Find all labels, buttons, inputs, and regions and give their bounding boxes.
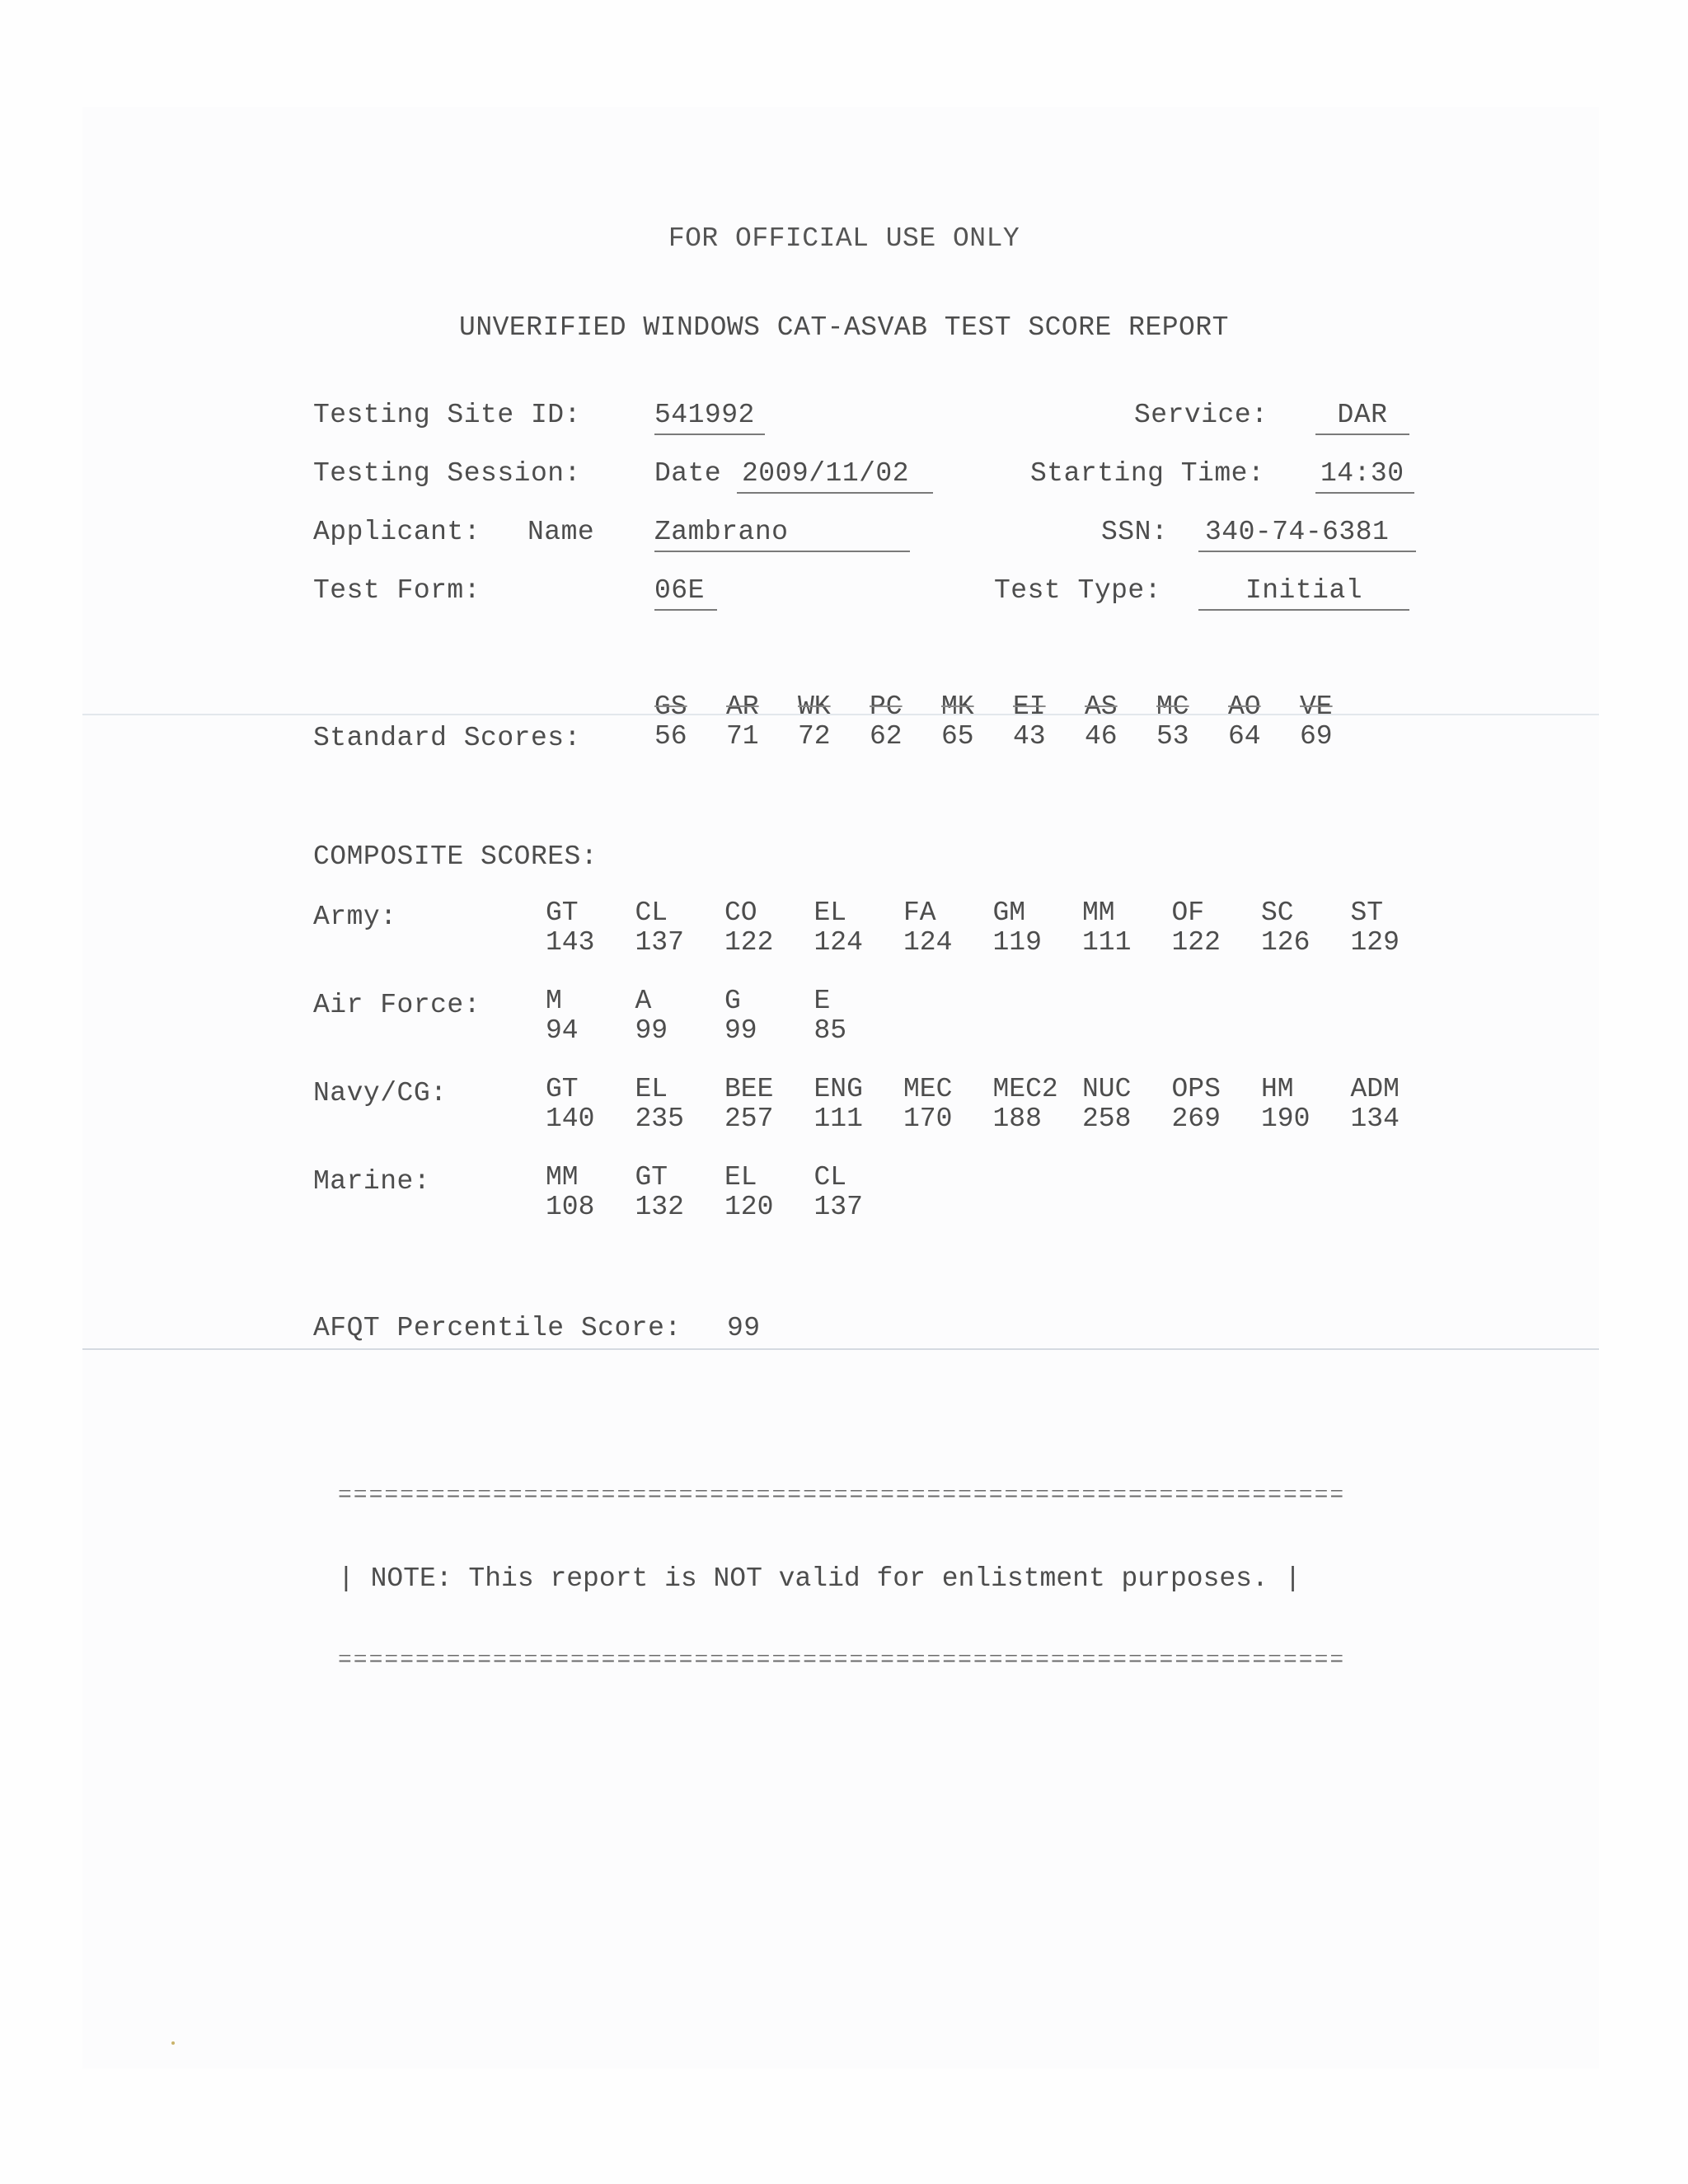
score-column xyxy=(724,1163,773,1222)
score-code: SC xyxy=(1261,898,1294,928)
score-column xyxy=(1228,692,1261,752)
score-value: 143 xyxy=(546,927,595,958)
scan-fold-line xyxy=(82,1348,1599,1350)
score-value: 235 xyxy=(635,1104,684,1134)
composite-scores-label: COMPOSITE SCORES: xyxy=(313,841,598,872)
score-column xyxy=(1082,898,1131,958)
score-code: EI xyxy=(1013,691,1046,722)
date-label: Date xyxy=(654,458,722,489)
score-value: 62 xyxy=(870,721,903,752)
score-value: 65 xyxy=(941,721,974,752)
score-code: GM xyxy=(992,898,1026,928)
score-code: MK xyxy=(941,691,974,722)
date-value: 2009/11/02 xyxy=(737,457,933,494)
test-type-label: Test Type: xyxy=(994,575,1162,606)
score-value: 188 xyxy=(992,1104,1042,1134)
score-code: MM xyxy=(546,1162,579,1193)
score-value: 99 xyxy=(724,1015,757,1046)
score-column xyxy=(1261,1075,1310,1134)
score-column xyxy=(1082,1075,1131,1134)
score-column xyxy=(1172,1075,1221,1134)
score-code: MEC2 xyxy=(992,1074,1058,1104)
score-code: CL xyxy=(814,1162,847,1193)
service-value: DAR xyxy=(1315,399,1409,435)
classification-header: FOR OFFICIAL USE ONLY xyxy=(668,223,1020,254)
score-value: 120 xyxy=(724,1192,774,1222)
score-column xyxy=(1085,692,1118,752)
score-column xyxy=(814,898,863,958)
start-time-label: Starting Time: xyxy=(1030,458,1265,489)
score-code: EL xyxy=(724,1162,757,1193)
score-code: GT xyxy=(546,898,579,928)
score-value: 124 xyxy=(814,927,863,958)
score-column xyxy=(1013,692,1046,752)
score-value: 258 xyxy=(1082,1104,1132,1134)
score-code: GT xyxy=(546,1074,579,1104)
name-label: Name xyxy=(528,517,595,547)
score-value: 140 xyxy=(546,1104,595,1134)
score-value: 71 xyxy=(726,721,759,752)
score-code: MC xyxy=(1156,691,1189,722)
score-value: 137 xyxy=(635,927,684,958)
score-value: 94 xyxy=(546,1015,579,1046)
score-column xyxy=(903,1075,952,1134)
note-text: | NOTE: This report is NOT valid for enlistment purposes. | xyxy=(338,1563,1301,1594)
score-column xyxy=(635,1163,684,1222)
score-code: AR xyxy=(726,691,759,722)
site-id-label: Testing Site ID: xyxy=(313,400,581,430)
score-column xyxy=(1156,692,1189,752)
score-column xyxy=(546,1163,594,1222)
score-code: CO xyxy=(724,898,757,928)
score-value: 99 xyxy=(635,1015,668,1046)
score-column xyxy=(546,1075,594,1134)
session-label: Testing Session: xyxy=(313,458,581,489)
score-column xyxy=(1351,1075,1400,1134)
score-code: OPS xyxy=(1171,1074,1221,1104)
score-code: M xyxy=(546,986,562,1016)
score-value: 85 xyxy=(814,1015,847,1046)
score-code: OF xyxy=(1171,898,1205,928)
ssn-value: 340-74-6381 xyxy=(1198,516,1416,552)
scan-speck xyxy=(171,2041,175,2045)
score-value: 137 xyxy=(814,1192,863,1222)
score-code: NUC xyxy=(1082,1074,1132,1104)
score-value: 72 xyxy=(798,721,831,752)
score-column xyxy=(635,898,684,958)
score-code: MM xyxy=(1082,898,1115,928)
afqt-value: 99 xyxy=(727,1313,761,1343)
scan-fold-line xyxy=(82,714,1599,715)
test-form-value: 06E xyxy=(654,574,717,611)
score-column xyxy=(654,692,687,752)
score-value: 257 xyxy=(724,1104,774,1134)
score-value: 129 xyxy=(1350,927,1400,958)
name-value: Zambrano xyxy=(654,516,910,552)
score-value: 190 xyxy=(1261,1104,1311,1134)
score-column xyxy=(635,1075,684,1134)
navy-label: Navy/CG: xyxy=(313,1078,448,1108)
standard-scores-label: Standard Scores: xyxy=(313,723,581,753)
score-value: 122 xyxy=(724,927,774,958)
score-code: EL xyxy=(814,898,847,928)
test-type-value: Initial xyxy=(1198,574,1409,611)
score-code: A xyxy=(635,986,652,1016)
applicant-label: Applicant: xyxy=(313,517,481,547)
score-code: EL xyxy=(635,1074,668,1104)
score-column xyxy=(635,987,668,1046)
score-code: CL xyxy=(635,898,668,928)
score-value: 53 xyxy=(1156,721,1189,752)
score-value: 111 xyxy=(1082,927,1132,958)
afqt-label: AFQT Percentile Score: xyxy=(313,1313,682,1343)
score-value: 122 xyxy=(1171,927,1221,958)
air-force-label: Air Force: xyxy=(313,990,481,1020)
score-column xyxy=(1261,898,1310,958)
score-code: WK xyxy=(798,691,831,722)
score-value: 132 xyxy=(635,1192,684,1222)
score-code: PC xyxy=(870,691,903,722)
score-code: HM xyxy=(1261,1074,1294,1104)
note-border-top: ================================================================= xyxy=(338,1490,1346,1503)
score-column xyxy=(1172,898,1221,958)
score-column xyxy=(814,1163,863,1222)
marine-label: Marine: xyxy=(313,1166,431,1197)
score-column xyxy=(993,1075,1058,1134)
score-column xyxy=(993,898,1042,958)
score-code: ST xyxy=(1350,898,1384,928)
score-column xyxy=(814,987,847,1046)
score-code: GS xyxy=(654,691,687,722)
score-value: 111 xyxy=(814,1104,863,1134)
score-value: 170 xyxy=(903,1104,953,1134)
score-column xyxy=(903,898,952,958)
report-title: UNVERIFIED WINDOWS CAT-ASVAB TEST SCORE REPORT xyxy=(459,312,1229,343)
score-value: 126 xyxy=(1261,927,1311,958)
score-code: AO xyxy=(1228,691,1261,722)
score-code: MEC xyxy=(903,1074,953,1104)
score-value: 108 xyxy=(546,1192,595,1222)
score-value: 134 xyxy=(1350,1104,1400,1134)
score-value: 269 xyxy=(1171,1104,1221,1134)
score-code: GT xyxy=(635,1162,668,1193)
army-label: Army: xyxy=(313,902,397,932)
score-code: ADM xyxy=(1350,1074,1400,1104)
score-column xyxy=(546,898,594,958)
score-value: 119 xyxy=(992,927,1042,958)
score-value: 56 xyxy=(654,721,687,752)
score-column xyxy=(546,987,579,1046)
score-column xyxy=(814,1075,863,1134)
score-column xyxy=(941,692,974,752)
site-id-value: 541992 xyxy=(654,399,765,435)
test-form-label: Test Form: xyxy=(313,575,481,606)
score-code: ENG xyxy=(814,1074,863,1104)
score-code: BEE xyxy=(724,1074,774,1104)
score-column xyxy=(1351,898,1400,958)
score-code: AS xyxy=(1085,691,1118,722)
score-code: FA xyxy=(903,898,936,928)
score-value: 46 xyxy=(1085,721,1118,752)
score-column xyxy=(726,692,759,752)
service-label: Service: xyxy=(1134,400,1268,430)
score-value: 64 xyxy=(1228,721,1261,752)
score-column xyxy=(724,987,757,1046)
score-value: 69 xyxy=(1300,721,1333,752)
score-column xyxy=(724,898,773,958)
score-column xyxy=(724,1075,773,1134)
start-time-value: 14:30 xyxy=(1315,457,1414,494)
note-border-bottom: ================================================================= xyxy=(338,1655,1346,1668)
score-column xyxy=(1300,692,1333,752)
score-column xyxy=(798,692,831,752)
score-value: 43 xyxy=(1013,721,1046,752)
score-value: 124 xyxy=(903,927,953,958)
score-code: E xyxy=(814,986,831,1016)
note-box xyxy=(338,1434,1401,1724)
score-code: VE xyxy=(1300,691,1333,722)
ssn-label: SSN: xyxy=(1101,517,1169,547)
score-code: G xyxy=(724,986,741,1016)
score-column xyxy=(870,692,903,752)
